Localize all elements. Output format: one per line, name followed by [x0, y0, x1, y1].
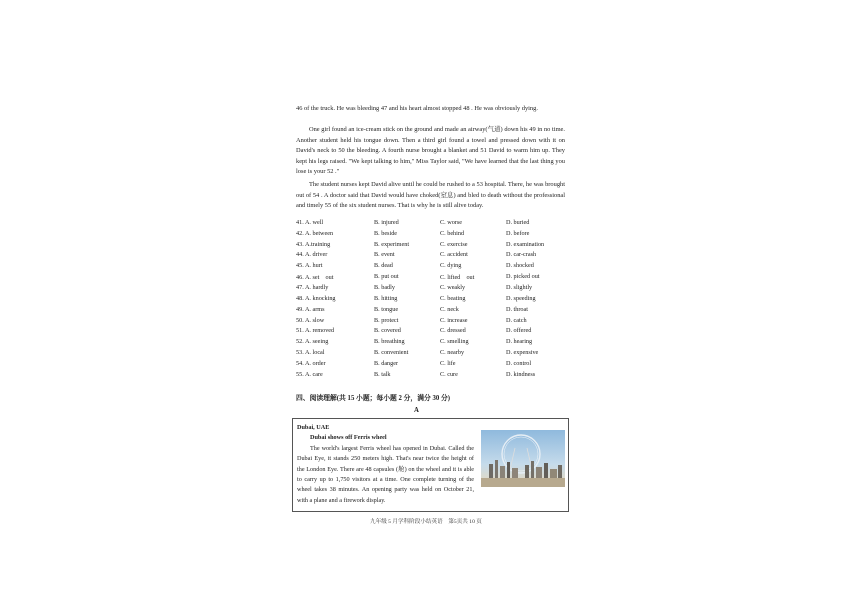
- option-b: B. talk: [374, 370, 391, 378]
- option-row: [296, 304, 566, 315]
- option-b: B. event: [374, 251, 395, 259]
- option-num: 43. A.training: [296, 240, 331, 248]
- option-num: 45. A. hurt: [296, 262, 323, 270]
- article-headline: Dubai shows off Ferris wheel: [310, 434, 387, 442]
- option-b: B. dead: [374, 262, 393, 270]
- option-b: B. experiment: [374, 240, 410, 248]
- option-b: B. tongue: [374, 305, 399, 313]
- option-c: C. worse: [440, 218, 462, 226]
- option-d: D. before: [506, 229, 530, 237]
- option-c: C. cure: [440, 370, 458, 378]
- option-c: C. nearby: [440, 349, 465, 357]
- option-row: [296, 228, 566, 239]
- passage-text: One girl found an ice-cream stick on the ground and made an airway(气道) down his 49 in no time. Another student held his tongue down. Then a third girl found a towel and pressed down with it on David's neck to 50 the bleeding. A fourth nurse brought a blanket and 51 David to warm him up. They kept his legs raised. "We kept talking to him," Miss Taylor said, "We have learned that the last thing you lose is your 52 .": [296, 126, 565, 176]
- article-body: The world's largest Ferris wheel has opened in Dubai. Called the Dubai Eye, it stands 250 meters high. That's near twice the height of the London Eye. There are 48 capsules (舱) on the wheel and it is able to carry up to 1,750 visitors at a time. One complete turning of the wheel takes 38 minutes. An opening party was held on October 21, with a plane and a firework display.: [297, 444, 474, 504]
- dubai-eye-photo: [481, 430, 565, 487]
- option-num: 46. A. set out: [296, 274, 334, 282]
- option-c: C. weakly: [440, 283, 466, 291]
- option-c: C. dying: [440, 262, 462, 270]
- option-c: C. lifted out: [440, 274, 475, 282]
- article-box: [292, 418, 569, 512]
- option-row: [296, 217, 566, 228]
- option-c: C. increase: [440, 316, 468, 324]
- option-b: B. convenient: [374, 349, 409, 357]
- part-label: A: [414, 407, 419, 414]
- option-b: B. protect: [374, 316, 399, 324]
- option-num: 41. A. well: [296, 218, 324, 226]
- article-text: [297, 423, 474, 506]
- page-footer: 九年级 5 月学科阶段小结英语 第5页共 10 页: [370, 519, 482, 525]
- option-num: 55. A. care: [296, 370, 323, 378]
- option-c: C. dressed: [440, 327, 466, 335]
- option-b: B. beside: [374, 229, 398, 237]
- option-row: [296, 336, 566, 347]
- option-num: 47. A. hardly: [296, 283, 329, 291]
- option-row: [296, 250, 566, 261]
- option-b: B. covered: [374, 327, 401, 335]
- option-row: [296, 315, 566, 326]
- passage-text: 46 of the truck. He was bleeding 47 and his heart almost stopped 48 . He was obviously dying.: [296, 105, 538, 112]
- option-c: C. smelling: [440, 338, 469, 346]
- options-list: [296, 217, 566, 380]
- option-row: [296, 282, 566, 293]
- option-d: D. kindness: [506, 370, 536, 378]
- option-d: D. examination: [506, 240, 545, 248]
- option-row: [296, 239, 566, 250]
- option-b: B. badly: [374, 283, 395, 291]
- option-d: D. expensive: [506, 349, 539, 357]
- option-b: B. danger: [374, 359, 399, 367]
- option-d: D. offered: [506, 327, 532, 335]
- option-num: 44. A. driver: [296, 251, 328, 259]
- option-num: 53. A. local: [296, 349, 325, 357]
- option-b: B. hitting: [374, 294, 398, 302]
- option-b: B. breathing: [374, 338, 405, 346]
- passage-paragraph-3: [296, 180, 565, 212]
- option-row: [296, 260, 566, 271]
- option-d: D. car-crash: [506, 251, 537, 259]
- option-row: [296, 293, 566, 304]
- option-d: D. hearing: [506, 338, 533, 346]
- option-c: C. beating: [440, 294, 466, 302]
- option-d: D. buried: [506, 218, 530, 226]
- option-num: 42. A. between: [296, 229, 334, 237]
- option-d: D. catch: [506, 316, 527, 324]
- passage-text: The student nurses kept David alive until he could be rushed to a 53 hospital. There, he was brought out of 54 . A doctor said that David would have choked(窒息) and bled to death without the professional and timely 55 of the six student nurses. That is why he is still alive today.: [296, 181, 565, 210]
- option-row: [296, 347, 566, 358]
- option-row: [296, 325, 566, 336]
- option-d: D. control: [506, 359, 532, 367]
- option-c: C. life: [440, 359, 456, 367]
- option-d: D. throat: [506, 305, 528, 313]
- option-d: D. slightly: [506, 283, 533, 291]
- option-row: [296, 358, 566, 369]
- option-num: 48. A. knocking: [296, 294, 336, 302]
- option-row: [296, 271, 566, 282]
- option-num: 52. A. seeing: [296, 338, 329, 346]
- option-b: B. injured: [374, 218, 399, 226]
- option-num: 51. A. removed: [296, 327, 335, 335]
- option-c: C. accident: [440, 251, 468, 259]
- option-d: D. picked out: [506, 273, 540, 281]
- option-num: 49. A. arms: [296, 305, 325, 313]
- passage-paragraph-2: [296, 125, 565, 178]
- option-b: B. put out: [374, 273, 399, 281]
- passage-paragraph-1: [296, 104, 565, 115]
- option-d: D. speeding: [506, 294, 536, 302]
- section-heading: 四、阅读理解(共 15 小题；每小题 2 分，满分 30 分): [296, 395, 451, 402]
- option-c: C. exercise: [440, 240, 468, 248]
- option-d: D. shocked: [506, 262, 534, 270]
- option-c: C. behind: [440, 229, 465, 237]
- option-num: 54. A. order: [296, 359, 326, 367]
- option-num: 50. A. slow: [296, 316, 325, 324]
- article-place: Dubai, UAE: [297, 424, 330, 431]
- option-row: [296, 369, 566, 380]
- option-c: C. neck: [440, 305, 459, 313]
